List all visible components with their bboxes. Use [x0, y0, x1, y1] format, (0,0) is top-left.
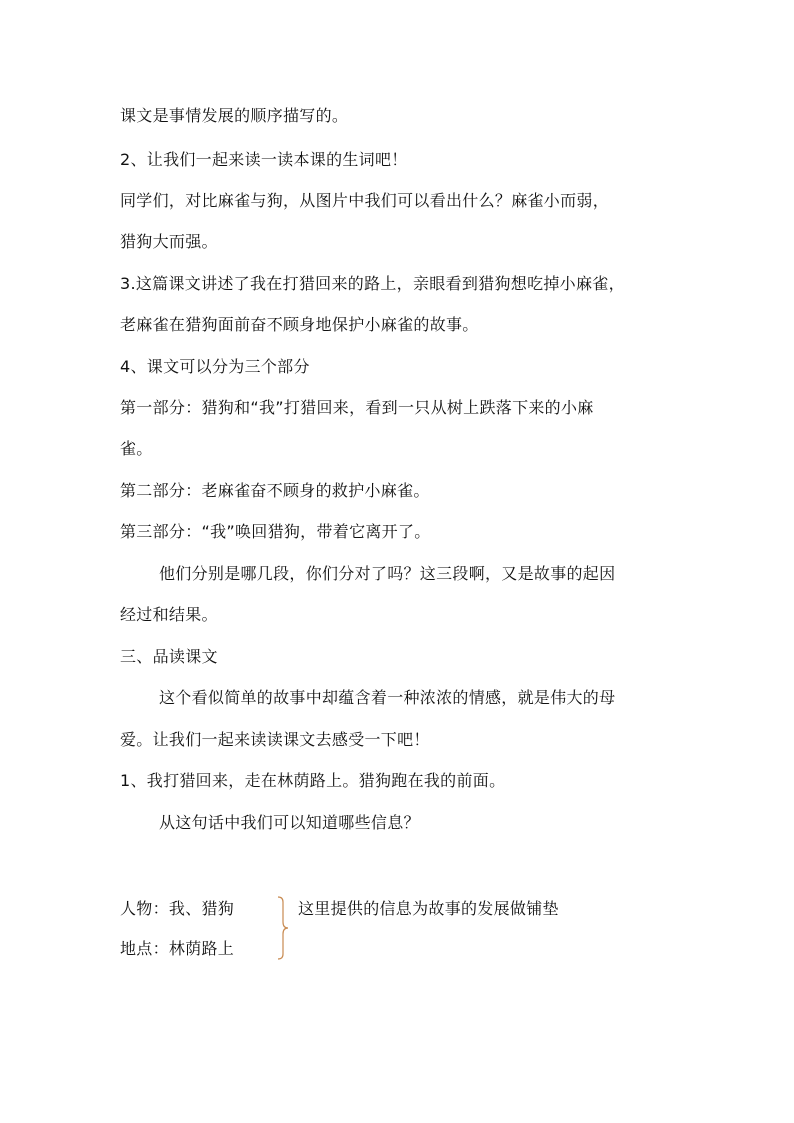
- text-line: 第二部分：老麻雀奋不顾身的救护小麻雀。: [120, 481, 430, 500]
- info-character: 人物：我、猎狗: [120, 899, 235, 918]
- text-line: 这个看似简单的故事中却蕴含着一种浓浓的情感，就是伟大的母: [159, 688, 616, 707]
- text-line: 老麻雀在猎狗面前奋不顾身地保护小麻雀的故事。: [120, 315, 479, 334]
- text-line: 同学们，对比麻雀与狗，从图片中我们可以看出什么？麻雀小而弱，: [120, 191, 610, 210]
- text-line: 2、让我们一起来读一读本课的生词吧！: [120, 150, 408, 169]
- text-line: 3.这篇课文讲述了我在打猎回来的路上，亲眼看到猎狗想吃掉小麻雀，: [120, 274, 625, 293]
- info-place: 地点：林荫路上: [120, 939, 235, 958]
- text-line: 经过和结果。: [120, 605, 218, 624]
- text-line: 1、我打猎回来，走在林荫路上。猎狗跑在我的前面。: [120, 771, 506, 790]
- text-line: 爱。让我们一起来读读课文去感受一下吧！: [120, 730, 430, 749]
- text-line: 他们分别是哪几段，你们分对了吗？这三段啊，又是故事的起因: [159, 564, 616, 583]
- info-note: 这里提供的信息为故事的发展做铺垫: [298, 899, 559, 918]
- text-line: 课文是事情发展的顺序描写的。: [120, 106, 349, 125]
- text-line: 雀。: [120, 439, 153, 458]
- section-heading: 三、品读课文: [120, 647, 218, 666]
- text-line: 第一部分：猎狗和“我”打猎回来，看到一只从树上跌落下来的小麻: [120, 398, 594, 417]
- text-line: 从这句话中我们可以知道哪些信息？: [159, 813, 420, 832]
- text-line: 猎狗大而强。: [120, 232, 218, 251]
- right-brace-icon: [274, 896, 290, 960]
- text-line: 第三部分：“我”唤回猎狗，带着它离开了。: [120, 522, 431, 541]
- section-heading: 4、课文可以分为三个部分: [120, 357, 310, 376]
